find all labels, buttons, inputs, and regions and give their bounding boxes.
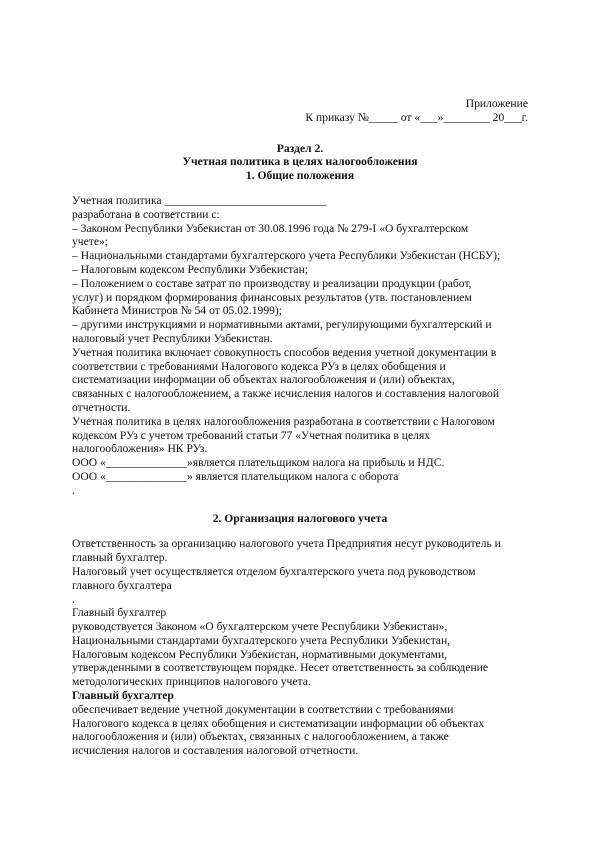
text-line: связанных с налогообложением, а также исчисления налогов и составления налоговой [72, 387, 500, 401]
text-line: Кабинета Министров № 54 от 05.02.1999); [72, 304, 282, 318]
text-line: Главный бухгалтер [72, 606, 167, 620]
text-line: обеспечивает ведение учетной документации в соответствии с требованиями [72, 702, 454, 716]
text-line: Национальными стандартами бухгалтерского учета Республики Узбекистан, [72, 633, 451, 647]
general-provisions-body [72, 194, 528, 498]
tax-accounting-heading: 2. Организация налогового учета [212, 511, 388, 525]
text-line: Учетная политика ____________________________ [72, 193, 327, 207]
text-line: . [72, 483, 75, 497]
text-line: – Национальными стандартами бухгалтерского учета Республики Узбекистан (НСБУ); [72, 249, 501, 263]
document-page [72, 97, 528, 758]
order-reference: К приказу №_____ от «___»________ 20___г. [305, 110, 528, 124]
chief-accountant-heading: Главный бухгалтер [72, 689, 174, 703]
text-line: Ответственность за организацию налогового учета Предприятия несут руководитель и [72, 537, 501, 551]
text-line: руководствуется Законом «О бухгалтерском учете Республики Узбекистан», [72, 620, 448, 634]
text-line: отчетности. [72, 400, 131, 414]
text-line: утвержденными в соответствующем порядке. Несет ответственность за соблюдение [72, 661, 489, 675]
text-line: исчисления налогов и составления налоговой отчетности. [72, 744, 359, 758]
text-line: методологических принципов налогового учета. [72, 675, 311, 689]
text-line: – Положением о составе затрат по производству и реализации продукции (работ, [72, 276, 472, 290]
text-line: кодексом РУз с учетом требований статьи 77 «Учетная политика в целях [72, 428, 431, 442]
text-line: ООО «______________» является плательщиком налога с оборота [72, 469, 399, 483]
text-line: учете»; [72, 235, 109, 249]
text-line: налогообложения и (или) объектах, связанных с налогообложением, а также [72, 730, 449, 744]
general-provisions-heading: 1. Общие положения [245, 169, 355, 183]
text-line: – Законом Республики Узбекистан от 30.08.1996 года № 279-I «О бухгалтерском [72, 221, 469, 235]
tax-accounting-body [72, 537, 528, 758]
text-line: Налоговый учет осуществляется отделом бухгалтерского учета под руководством [72, 564, 476, 578]
text-line: главного бухгалтера [72, 578, 172, 592]
text-line: Налогового кодекса в целях обобщения и систематизации информации об объектах [72, 716, 485, 730]
text-line: главный бухгалтер. [72, 551, 168, 565]
policy-heading: Учетная политика в целях налогообложения [182, 155, 418, 169]
text-line: – Налоговым кодексом Республики Узбекистан; [72, 262, 308, 276]
text-line: ООО «______________»является плательщиком налога на прибыль и НДС. [72, 456, 445, 470]
text-line: налоговый учет Республики Узбекистан. [72, 331, 273, 345]
text-line: услуг) и порядком формирования финансовых результатов (утв. постановлением [72, 290, 472, 304]
text-line: . [72, 592, 75, 606]
text-line: Налоговым кодексом Республики Узбекистан, нормативными документами, [72, 647, 448, 661]
text-line: налогообложения» НК РУз. [72, 442, 208, 456]
text-line: – другими инструкциями и нормативными актами, регулирующими бухгалтерский и [72, 318, 492, 332]
text-line: соответствии с требованиями Налогового кодекса РУз в целях обобщения и [72, 359, 446, 373]
appendix-label: Приложение [465, 97, 528, 110]
text-line: Учетная политика в целях налогообложения разработана в соответствии с Налоговом [72, 414, 495, 428]
text-line: систематизации информации об объектах налогообложения и (или) объектах, [72, 373, 455, 387]
text-line: разработана в соответствии с: [72, 207, 220, 221]
section-heading: Раздел 2. [276, 141, 324, 155]
text-line: Учетная политика включает совокупность способов ведения учетной документации в [72, 345, 497, 359]
